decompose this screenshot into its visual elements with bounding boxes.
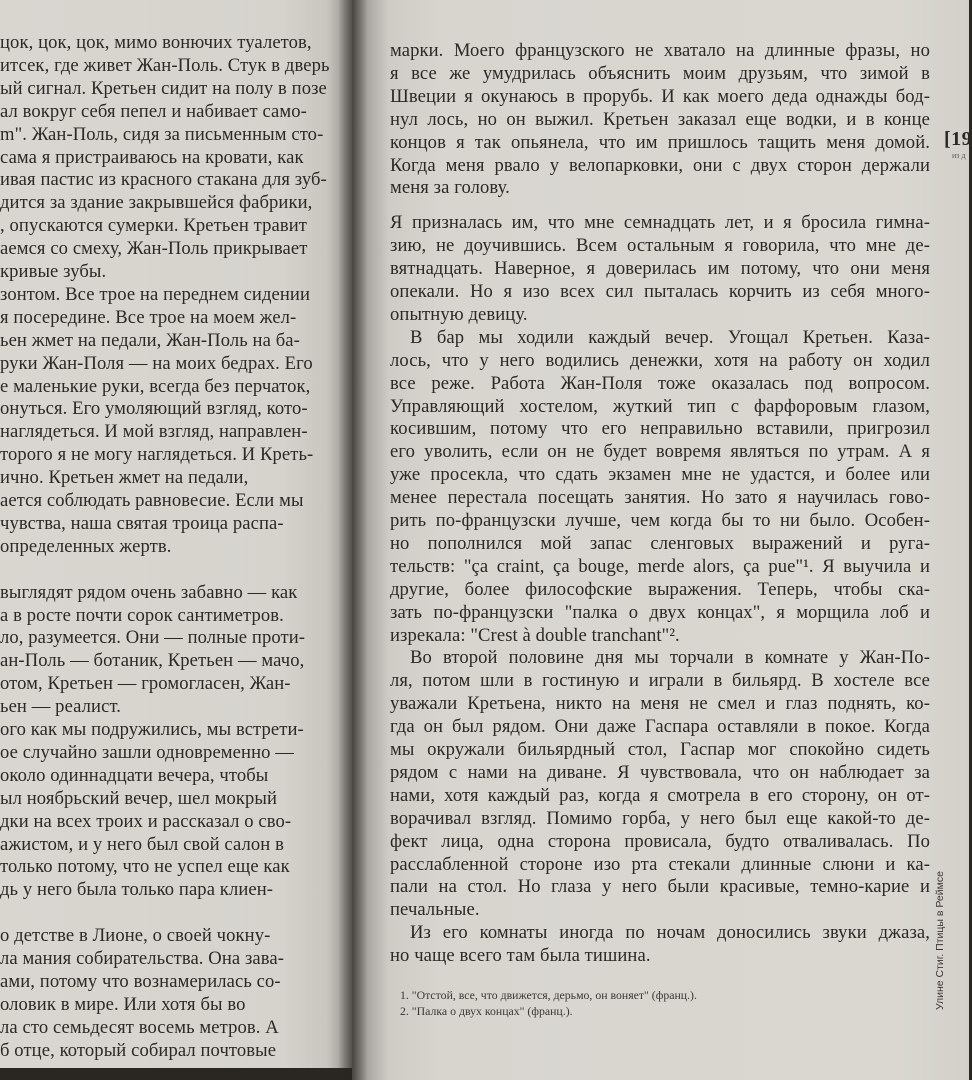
right-text-line: нул лось, но он выжил. Кретьен заказал еще водки, и в конце [390,108,930,130]
right-text-line: его уволить, если он не будет вовремя являться по утрам. А я [390,441,930,463]
left-text-line: руки Жан-Поля — на моих бедрах. Его [0,352,313,374]
left-text-line: о детстве в Лионе, о своей чокну- [0,925,271,947]
right-text-line: Управляющий хостелом, жуткий тип с фарфоровым глазом, [390,395,930,417]
left-text-line: , опускаются сумерки. Кретьен травит [0,215,307,237]
right-text-line: Из его комнаты иногда по ночам доносились звуки джаза, [410,922,930,944]
right-text-line: ворачивал взгляд. Помимо горба, у него был еще какой-то де- [390,807,930,829]
left-page [0,0,352,1080]
left-text-line: ый сигнал. Кретьен сидит на полу в позе [0,77,327,99]
left-text-line: а в росте почти сорок сантиметров. [0,604,284,626]
left-text-line: ло, разумеется. Они — полные проти- [0,627,306,649]
left-text-line: отом, Кретьен — громогласен, Жан- [0,673,291,695]
left-text-line: торого я не могу наглядеться. И Креть- [0,444,314,466]
right-text-line: фект лица, одна сторона провисала, будто отваливалась. По [390,830,930,852]
left-text-line: чувства, наша святая троица распа- [0,512,284,534]
left-text-line: дь у него была только пара клиен- [0,879,274,901]
right-text-line: зать по-французски "палка о двух концах", я морщила лоб и [390,601,930,623]
right-text-line: нами, хотя каждый раз, когда я смотрела в его сторону, он от- [390,784,930,806]
right-text-line: зию, не доучившись. Всем остальным я говорила, что мне де- [390,235,930,257]
left-text-line: m". Жан-Поль, сидя за письменным сто- [0,123,324,145]
left-text-line: только потому, что не успел еще как [0,856,290,878]
left-text-line: около одиннадцати вечера, чтобы [0,764,269,786]
right-text-line: все реже. Работа Жан-Поля тоже оказалась под вопросом. [390,372,930,394]
right-text-line: марки. Моего французского не хватало на длинные фразы, но [390,40,930,61]
left-text-line: ыл ноябрьский вечер, шел мокрый [0,787,278,809]
left-text-line: итсек, где живет Жан-Поль. Стук в дверь [0,54,330,76]
left-text-line: ал вокруг себя пепел и набивает само- [0,100,307,122]
right-text-line: лось, что у него водились денежки, хотя на работу он ходил [390,349,930,371]
left-text-line: сама я пристраиваюсь на кровати, как [0,146,304,168]
right-text-line: но чаще всего там была тишина. [390,945,651,967]
left-text-line: онуться. Его умоляющий взгляд, кото- [0,398,308,420]
right-text-line: опытную девицу. [390,303,528,325]
right-text-line: Швеции я окунаюсь в прорубь. И как моего деда однажды бод- [390,85,930,107]
left-text-line: выглядят рядом очень забавно — как [0,581,298,603]
left-text-line: кривые зубы. [0,261,107,282]
right-text-line: концов я так опьянела, что им пришлось тащить меня домой. [390,131,930,153]
right-text-line: Когда меня рвало у велопарковки, они с двух сторон держали [390,154,930,176]
page-bottom-edge [0,1068,352,1080]
left-text-line: наглядеться. И мой взгляд, направлен- [0,421,308,443]
right-text-line: я все же умудрилась объяснить моим друзьям, что зимой в [390,62,930,84]
page-number-subtext: из д [952,151,966,160]
footnote-1: 1. "Отстой, все, что движется, дерьмо, он воняет" (франц.). [400,988,697,1002]
right-text-line: ля, потом шли в гостиную и играли в бильярд. В хостеле все [390,670,930,692]
right-text-line: рядом с нами на диване. Я чувствовала, что он наблюдает за [390,761,930,783]
right-text-line: уважали Кретьена, никто на меня не смел и глаз поднять, ко- [390,693,930,715]
footnotes [400,987,920,1019]
left-text-line: ами, потому что вознамерилась со- [0,970,281,992]
left-text-line: ажистом, и у него был свой салон в [0,833,284,855]
right-text-line: опекали. Но я изо всех сил пыталась корчить из себя много- [390,281,930,302]
left-text-line: оловик в мире. Или хотя бы во [0,993,246,1015]
right-text-line: тельств: "ça craint, ça bouge, merde alors, ça pue"¹. Я выучила и [390,555,930,577]
right-text-line: Я призналась им, что мне семнадцать лет, и я бросила гимна- [390,212,930,234]
left-text-line: я посередине. Все трое на моем жел- [0,306,297,328]
left-text-line: б отце, который собирал почтовые [0,1039,277,1061]
right-text-line: В бар мы ходили каждый вечер. Угощал Кретьен. Каза- [410,326,930,348]
left-text-line: определенных жертв. [0,535,172,557]
right-page [352,0,972,1080]
right-text-line: вятнадцать. Наверное, я доверилась им потому, что они меня [390,258,930,280]
right-text-line: мы окружали бильярдный стол, Гаспар мог спокойно сидеть [390,739,930,760]
left-text-line: зонтом. Все трое на переднем сидении [0,283,311,305]
right-text-line: гда он был рядом. Они даже Гаспара оставляли в покое. Когда [390,716,930,738]
left-text-line: ое случайно зашли одновременно — [0,741,294,763]
right-text-line: меня за голову. [390,177,510,199]
left-text-line: е маленькие руки, всегда без перчаток, [0,375,311,397]
right-text-line: печальные. [390,899,480,921]
left-text-line: ла сто семьдесят восемь метров. А [0,1016,279,1038]
right-text-line: изрекала: "Crest à double tranchant"². [390,624,680,646]
page-number: [19 [944,128,972,150]
right-text-line: Во второй половине дня мы торчали в комнате у Жан-По- [410,647,930,669]
right-text-line: косившим, потому что его неправильно вставили, пригрозил [390,418,930,440]
left-text-line: ично. Кретьен жмет на педали, [0,467,249,489]
running-header: Улине Стиг. Птицы в Реймсе [934,871,946,1010]
footnote-2: 2. "Палка о двух концах" (франц.). [400,1004,573,1018]
left-text-line: ан-Поль — ботаник, Кретьен — мачо, [0,650,305,672]
left-text-line: ьен жмет на педали, Жан-Поль на ба- [0,329,300,351]
right-text-line: пали на стол. Но глаза у него были красивые, темно-карие и [390,876,930,898]
right-text-line: но пополнился мой запас сленговых выражений и руга- [390,532,930,554]
left-text-line: ьен — реалист. [0,696,122,718]
left-text-line: ается соблюдать равновесие. Если мы [0,490,304,511]
left-text-line: дится за здание закрывшейся фабрики, [0,192,313,214]
right-text-line: расслабленной стороне изо рта стекали длинные слюни и ка- [390,853,930,875]
right-text-line: уже просекла, что сдать экзамен мне не удастся, и более или [390,464,930,486]
left-text-line: дки на всех троих и рассказал о сво- [0,810,292,832]
right-text-line: другие, более философские выражения. Теперь, чтобы ска- [390,578,930,600]
right-text-line: рить по-французски лучше, чем когда бы то ни было. Особен- [390,510,930,531]
left-text-line: аемся со смеху, Жан-Поль прикрывает [0,238,308,260]
left-text-line: ивая пастис из красного стакана для зуб- [0,169,327,191]
right-text-line: менее перестала посещать занятия. Но зато я научилась гово- [390,487,930,509]
left-text-line: ого как мы подружились, мы встрети- [0,719,304,740]
left-text-line: цок, цок, цок, мимо вонючих туалетов, [0,32,312,53]
left-text-line: ла мания собирательства. Она зава- [0,948,285,969]
